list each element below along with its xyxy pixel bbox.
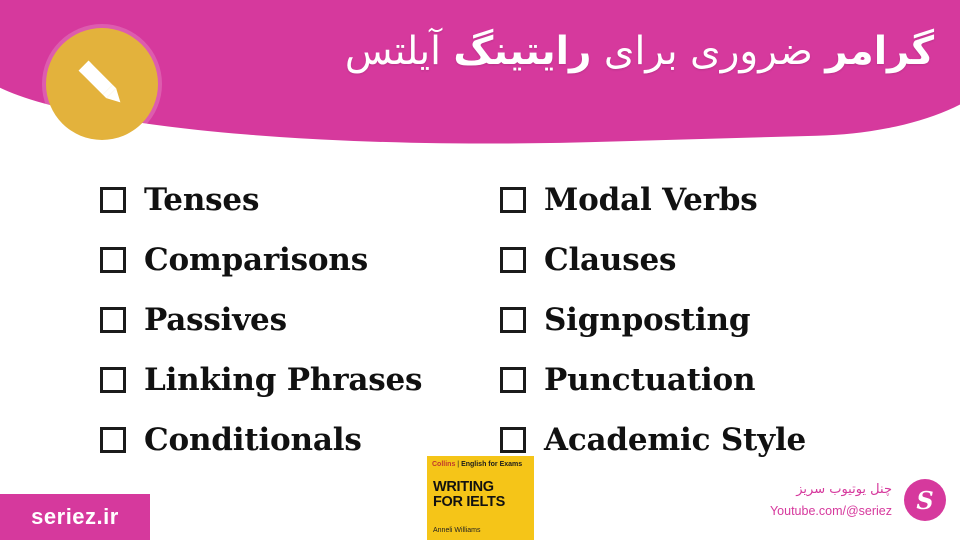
site-badge: seriez.ir — [0, 494, 150, 540]
title-plain-essential: ضروری برای — [591, 29, 826, 74]
book-brand-sub: English for Exams — [461, 461, 523, 468]
list-item-label: Comparisons — [144, 242, 368, 278]
list-item[interactable] — [500, 170, 900, 230]
book-brand: Collins | English for Exams — [432, 461, 523, 468]
list-item-label: Linking Phrases — [144, 362, 423, 398]
list-item[interactable] — [100, 290, 500, 350]
list-item-label: Academic Style — [544, 422, 807, 458]
seriez-logo-icon — [904, 479, 946, 521]
list-item-label: Modal Verbs — [544, 182, 758, 218]
title-bold-writing: رایتینگ — [453, 29, 592, 74]
logo-letter: S — [916, 485, 934, 515]
list-item[interactable] — [100, 230, 500, 290]
title-plain-ielts: آیلتس — [344, 29, 454, 74]
book-author: Anneli Williams — [433, 527, 481, 534]
list-item-label: Tenses — [144, 182, 260, 218]
grammar-checklist — [100, 170, 900, 470]
checkbox[interactable] — [100, 307, 126, 333]
header-banner — [0, 0, 960, 150]
checkbox[interactable] — [500, 367, 526, 393]
pencil-badge — [46, 28, 158, 140]
title-bold-grammar: گرامر — [825, 29, 934, 74]
list-item[interactable] — [500, 290, 900, 350]
list-item-label: Punctuation — [544, 362, 756, 398]
list-item-label: Clauses — [544, 242, 677, 278]
checkbox[interactable] — [500, 247, 526, 273]
list-item-label: Signposting — [544, 302, 751, 338]
page-title — [164, 24, 934, 81]
list-item-label: Passives — [144, 302, 287, 338]
list-item[interactable] — [100, 350, 500, 410]
checkbox[interactable] — [500, 427, 526, 453]
checkbox[interactable] — [100, 187, 126, 213]
book-title-line1: WRITING — [433, 479, 494, 495]
checkbox[interactable] — [500, 187, 526, 213]
channel-label: چنل یوتیوب سریز — [796, 481, 892, 497]
footer-channel — [770, 479, 946, 522]
checkbox[interactable] — [100, 247, 126, 273]
book-title — [433, 480, 505, 510]
checklist-column-right — [500, 170, 900, 470]
footer-text — [770, 479, 892, 522]
checkbox[interactable] — [100, 427, 126, 453]
book-title-line2: FOR IELTS — [433, 494, 505, 511]
checkbox[interactable] — [100, 367, 126, 393]
checkbox[interactable] — [500, 307, 526, 333]
channel-url[interactable]: Youtube.com/@seriez — [769, 503, 892, 518]
book-cover — [427, 456, 534, 540]
list-item[interactable] — [500, 230, 900, 290]
list-item[interactable] — [500, 350, 900, 410]
book-brand-name: Collins — [432, 461, 456, 468]
list-item[interactable] — [100, 170, 500, 230]
list-item-label: Conditionals — [144, 422, 362, 458]
checklist-column-left — [100, 170, 500, 470]
list-item[interactable] — [500, 410, 900, 470]
